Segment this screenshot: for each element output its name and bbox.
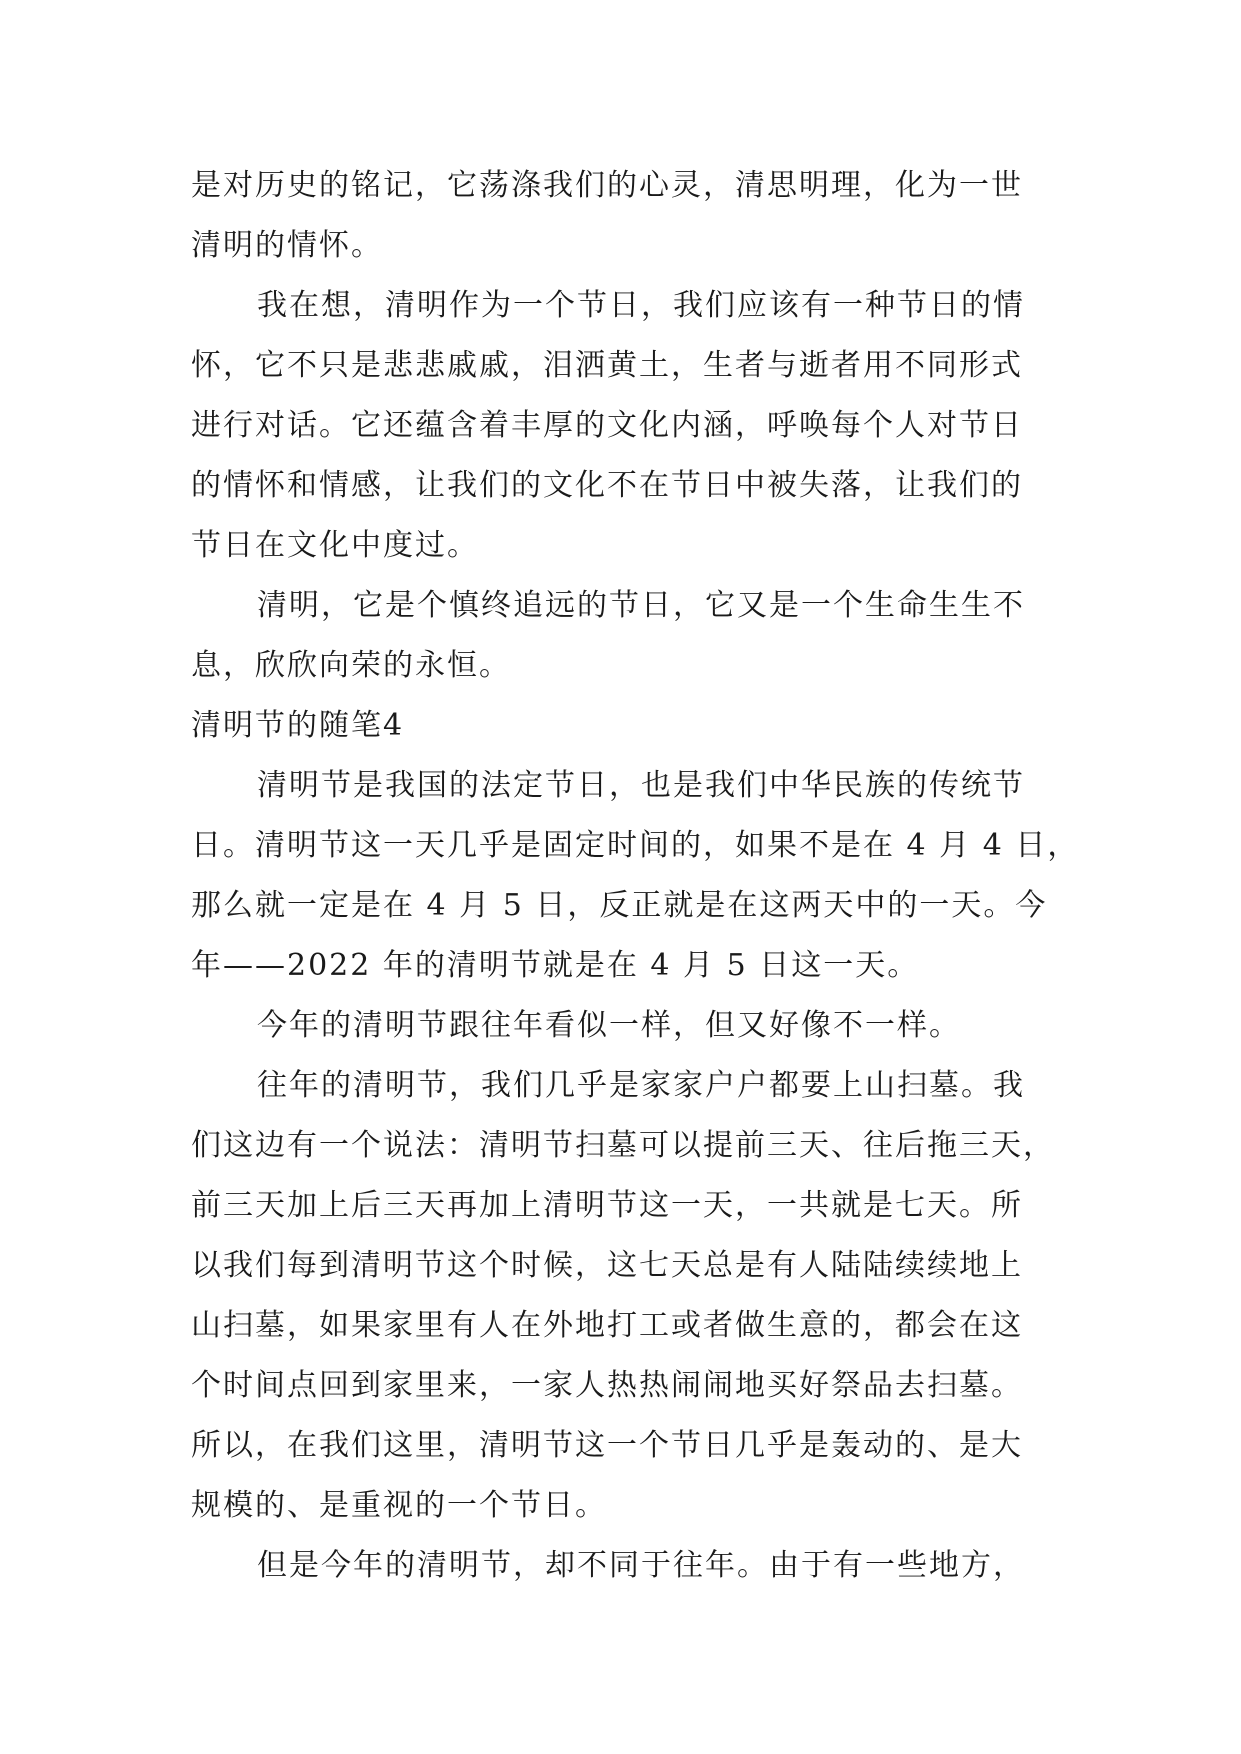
paragraph-start-line: 清明节是我国的法定节日，也是我们中华民族的传统节 (257, 768, 1025, 803)
text-line: 的情怀和情感，让我们的文化不在节日中被失落，让我们的 (191, 468, 1023, 503)
text-line: 规模的、是重视的一个节日。 (191, 1488, 607, 1523)
text-line: 怀，它不只是悲悲戚戚，泪洒黄土，生者与逝者用不同形式 (191, 348, 1023, 383)
text-line: 清明的情怀。 (191, 228, 383, 263)
section-heading: 清明节的随笔4 (191, 708, 405, 743)
text-line: 息，欣欣向荣的永恒。 (191, 648, 511, 683)
paragraph-start-line: 但是今年的清明节，却不同于往年。由于有一些地方， (257, 1548, 1025, 1583)
paragraph-start-line: 清明，它是个慎终追远的节日，它又是一个生命生生不 (257, 588, 1025, 623)
paragraph-start-line: 今年的清明节跟往年看似一样，但又好像不一样。 (257, 1008, 961, 1043)
text-line: 日。清明节这一天几乎是固定时间的，如果不是在 4 月 4 日， (191, 828, 1080, 863)
paragraph-start-line: 往年的清明节，我们几乎是家家户户都要上山扫墓。我 (257, 1068, 1025, 1103)
document-body (191, 156, 1080, 1596)
text-line: 们这边有一个说法：清明节扫墓可以提前三天、往后拖三天， (191, 1128, 1055, 1163)
text-line: 年——2022 年的清明节就是在 4 月 5 日这一天。 (191, 948, 920, 983)
text-line: 个时间点回到家里来，一家人热热闹闹地买好祭品去扫墓。 (191, 1368, 1023, 1403)
text-line: 是对历史的铭记，它荡涤我们的心灵，清思明理，化为一世 (191, 168, 1023, 203)
text-line: 前三天加上后三天再加上清明节这一天，一共就是七天。所 (191, 1188, 1023, 1223)
text-line: 所以，在我们这里，清明节这一个节日几乎是轰动的、是大 (191, 1428, 1023, 1463)
paragraph-start-line: 我在想，清明作为一个节日，我们应该有一种节日的情 (257, 288, 1025, 323)
text-line: 那么就一定是在 4 月 5 日，反正就是在这两天中的一天。今 (191, 888, 1048, 923)
text-line: 节日在文化中度过。 (191, 528, 479, 563)
text-line: 以我们每到清明节这个时候，这七天总是有人陆陆续续地上 (191, 1248, 1023, 1283)
text-line: 进行对话。它还蕴含着丰厚的文化内涵，呼唤每个人对节日 (191, 408, 1023, 443)
text-line: 山扫墓，如果家里有人在外地打工或者做生意的，都会在这 (191, 1308, 1023, 1343)
